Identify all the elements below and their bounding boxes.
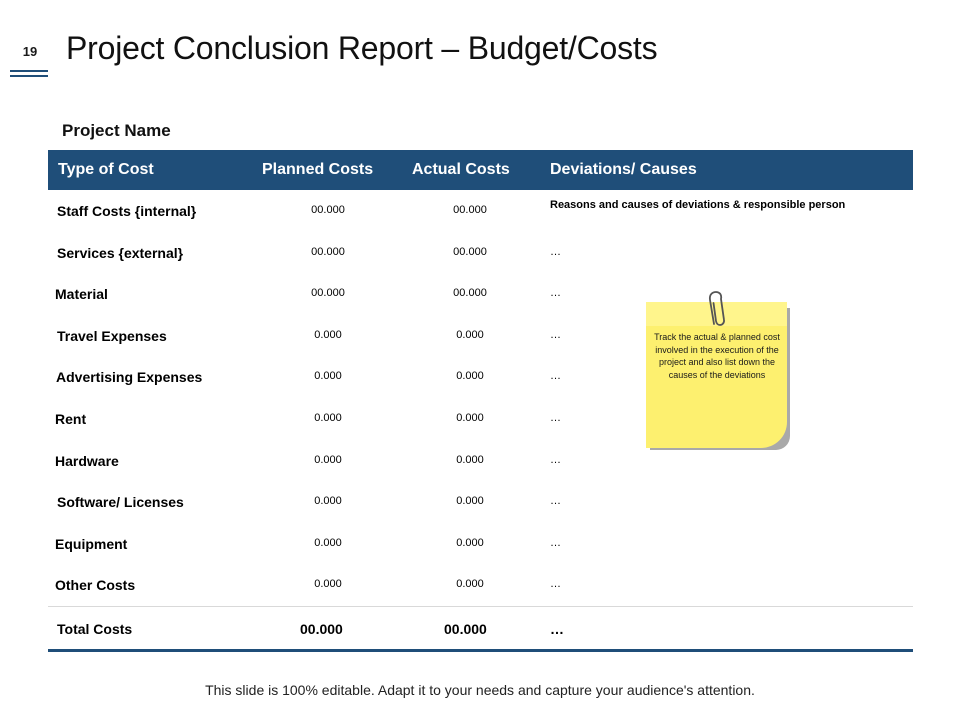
header-actual-costs: Actual Costs <box>412 161 510 178</box>
slide-number-rule-bottom <box>10 75 48 77</box>
cost-type: Equipment <box>55 535 128 552</box>
total-deviation: … <box>550 620 564 637</box>
deviation-cause: … <box>550 328 561 341</box>
cost-type: Hardware <box>55 452 119 469</box>
actual-cost: 0.000 <box>456 453 484 466</box>
slide-number: 19 <box>22 44 38 59</box>
deviation-cause: … <box>550 453 561 466</box>
table-row <box>48 481 913 523</box>
deviation-cause: … <box>550 411 561 424</box>
planned-cost: 0.000 <box>314 453 342 466</box>
actual-cost: 0.000 <box>456 536 484 549</box>
sticky-note <box>640 290 800 460</box>
actual-cost: 0.000 <box>456 370 484 383</box>
header-deviations: Deviations/ Causes <box>550 161 697 178</box>
planned-cost: 0.000 <box>314 328 342 341</box>
planned-cost: 0.000 <box>314 536 342 549</box>
planned-cost: 00.000 <box>311 204 345 216</box>
cost-type: Material <box>55 286 108 303</box>
page-title: Project Conclusion Report – Budget/Costs <box>66 30 658 66</box>
planned-cost: 00.000 <box>311 287 345 300</box>
deviation-cause: … <box>550 245 561 258</box>
table-row <box>48 190 913 232</box>
total-planned: 00.000 <box>300 620 343 637</box>
deviation-cause: … <box>550 578 561 591</box>
cost-type: Rent <box>55 410 87 427</box>
actual-cost: 0.000 <box>456 328 484 341</box>
project-name-label: Project Name <box>62 121 171 140</box>
total-actual: 00.000 <box>444 620 487 637</box>
actual-cost: 0.000 <box>456 578 484 591</box>
paperclip-icon <box>707 290 727 328</box>
deviation-cause: … <box>550 287 561 300</box>
table-header <box>48 150 913 190</box>
footer-text: This slide is 100% editable. Adapt it to your needs and capture your audience's attention. <box>205 682 755 698</box>
cost-type: Staff Costs {internal} <box>57 203 197 219</box>
table-row <box>48 523 913 565</box>
planned-cost: 00.000 <box>311 245 345 258</box>
sticky-note-text: Track the actual & planned cost involved in the execution of the project and also list down the causes of the deviations <box>654 332 780 380</box>
deviation-cause: … <box>550 536 561 549</box>
slide-number-rule-top <box>10 70 48 72</box>
total-row <box>48 606 913 652</box>
deviation-cause: … <box>550 370 561 383</box>
deviation-cause: … <box>550 495 561 508</box>
header-type-of-cost: Type of Cost <box>58 161 154 178</box>
planned-cost: 0.000 <box>314 495 342 508</box>
actual-cost: 00.000 <box>453 245 487 258</box>
header-planned-costs: Planned Costs <box>262 161 374 178</box>
cost-type: Software/ Licenses <box>57 494 184 511</box>
planned-cost: 0.000 <box>314 370 342 383</box>
actual-cost: 00.000 <box>453 287 487 300</box>
deviation-cause: Reasons and causes of deviations & responsible person <box>550 199 846 211</box>
table-row <box>48 564 913 606</box>
table-row <box>48 232 913 274</box>
cost-type: Travel Expenses <box>57 327 167 344</box>
cost-type: Advertising Expenses <box>56 369 203 386</box>
actual-cost: 00.000 <box>453 204 487 216</box>
planned-cost: 0.000 <box>314 578 342 591</box>
cost-type: Services {external} <box>57 244 184 261</box>
total-label: Total Costs <box>57 620 133 637</box>
cost-type: Other Costs <box>55 577 136 594</box>
actual-cost: 0.000 <box>456 411 484 424</box>
actual-cost: 0.000 <box>456 495 484 508</box>
planned-cost: 0.000 <box>314 411 342 424</box>
